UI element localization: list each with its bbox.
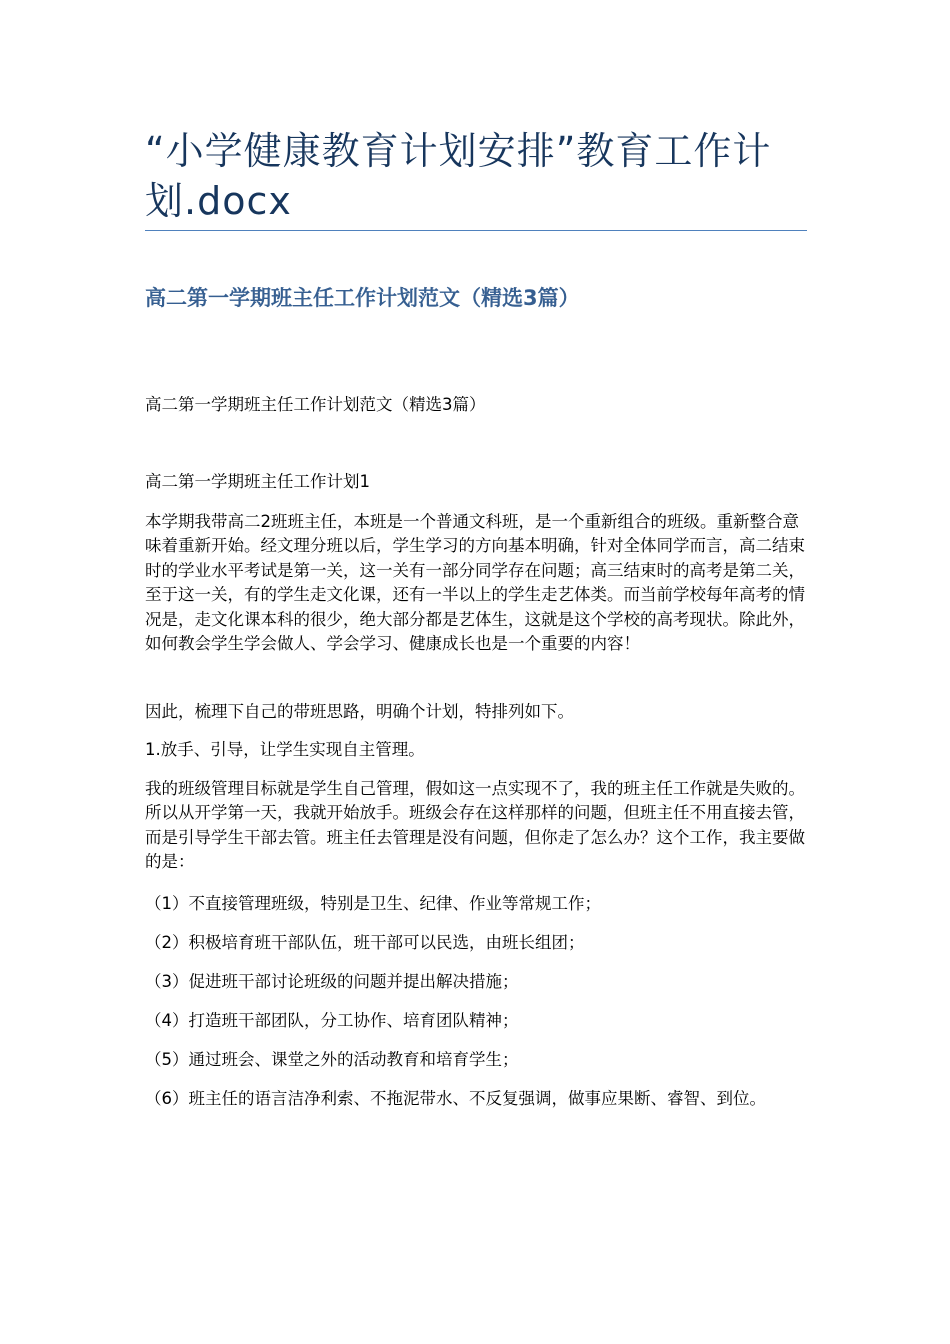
intro-paragraph: 本学期我带高二2班班主任，本班是一个普通文科班，是一个重新组合的班级。重新整合意味着重新开始。经文理分班以后，学生学习的方向基本明确，针对全体同学而言，高二结束时的学业水平考试是第一关，这一关有一部分同学存在问题；高三结束时的高考是第二关，至于这一关，有的学生走文化课，还有一半以上的学生走艺体类。而当前学校每年高考的情况是，走文化课本科的很少，绝大部分都是艺体生，这就是这个学校的高考现状。除此外，如何教会学生学会做人、学会学习、健康成长也是一个重要的内容！ xyxy=(145,512,805,654)
list-item: （1）不直接管理班级，特别是卫生、纪律、作业等常规工作； xyxy=(145,894,601,913)
plan-title: 高二第一学期班主任工作计划1 xyxy=(145,472,370,491)
list-item: （4）打造班干部团队，分工协作、培育团队精神； xyxy=(145,1011,519,1030)
list-item: （2）积极培育班干部队伍，班干部可以民选，由班长组团； xyxy=(145,933,585,952)
title-underline xyxy=(145,230,807,231)
point-1-title: 1.放手、引导，让学生实现自主管理。 xyxy=(145,740,425,759)
transition-paragraph: 因此，梳理下自己的带班思路，明确个计划，特排列如下。 xyxy=(145,702,574,721)
subtitle-text: 高二第一学期班主任工作计划范文（精选3篇） xyxy=(145,395,486,414)
section-heading: 高二第一学期班主任工作计划范文（精选3篇） xyxy=(145,286,580,310)
document-title: “小学健康教育计划安排”教育工作计划.docx xyxy=(145,129,772,223)
list-item: （5）通过班会、课堂之外的活动教育和培育学生； xyxy=(145,1050,519,1069)
list-item: （3）促进班干部讨论班级的问题并提出解决措施； xyxy=(145,972,519,991)
point-1-paragraph: 我的班级管理目标就是学生自己管理，假如这一点实现不了，我的班主任工作就是失败的。所以从开学第一天，我就开始放手。班级会存在这样那样的问题，但班主任不用直接去管，而是引导学生干部去管。班主任去管理是没有问题，但你走了怎么办？这个工作，我主要做的是： xyxy=(145,779,805,872)
list-item: （6）班主任的语言洁净利索、不拖泥带水、不反复强调，做事应果断、睿智、到位。 xyxy=(145,1089,766,1108)
